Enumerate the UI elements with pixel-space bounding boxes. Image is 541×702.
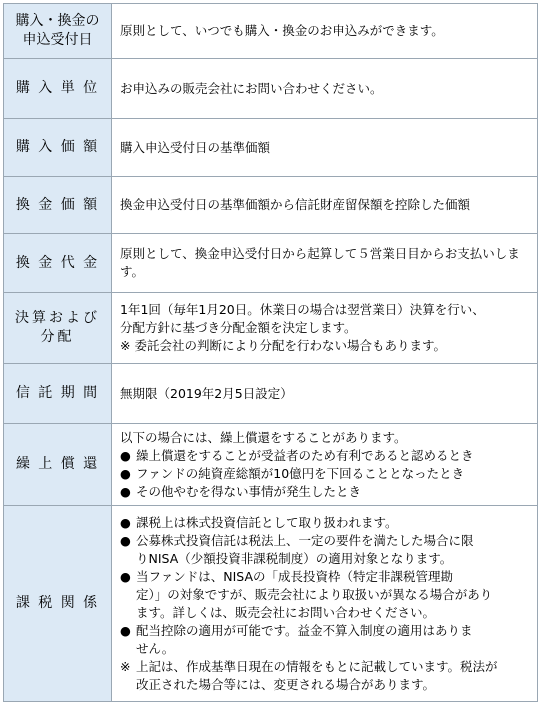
row-content-line: 換金申込受付日の基準価額から信託財産留保額を控除した価額: [120, 197, 471, 212]
row-label-line: 決算および: [15, 310, 100, 326]
row-early-redemption: [4, 424, 538, 506]
row-label-line: 購入・換金の: [15, 13, 100, 29]
list-item: [120, 483, 531, 501]
row-settlement-distribution: [4, 293, 538, 364]
row-content: [112, 59, 538, 119]
bullet-mark: ●: [120, 483, 131, 499]
row-label-line: 分配: [40, 329, 75, 345]
list-item-text: [136, 568, 531, 622]
row-content-line: 分配方針に基づき分配金額を決定します。: [120, 320, 357, 335]
list-item-text: 繰上償還をすることが受益者のため有利であると認めるとき: [136, 447, 474, 463]
note-text: [136, 658, 531, 694]
row-label: 信 託 期 間: [4, 364, 112, 424]
list-item-line: 配当控除の適用が可能です。益金不算入制度の適用はありま: [136, 622, 473, 638]
row-content-line: ※ 委託会社の判断により分配を行わない場合もあります。: [120, 338, 446, 353]
list-item-text: [136, 622, 531, 658]
list-item: [120, 465, 531, 483]
list-item-text: [136, 532, 531, 568]
list-item-line: せん。: [136, 640, 175, 656]
row-content: [112, 293, 538, 364]
list-item: [120, 532, 531, 568]
list-item-text: その他やむを得ない事情が発生したとき: [136, 483, 362, 499]
row-label: 購 入 価 額: [4, 119, 112, 177]
list-item-line: 公募株式投資信託は税法上、一定の要件を満たした場合に限: [136, 532, 474, 548]
note: [120, 658, 531, 694]
bullet-mark: ●: [120, 532, 131, 548]
bullet-mark: ●: [120, 465, 131, 481]
row-content: [112, 119, 538, 177]
row-application-date: [4, 4, 538, 59]
row-label: 購 入 単 位: [4, 59, 112, 119]
row-purchase-price: [4, 119, 538, 177]
list-item-line: 課税上は株式投資信託として取り扱われます。: [136, 514, 398, 530]
note-line: 上記は、作成基準日現在の情報をもとに記載しています。税法が: [136, 658, 498, 674]
list-item: [120, 514, 531, 532]
row-taxation: [4, 506, 538, 702]
bullet-mark: ●: [120, 514, 131, 530]
list-item-text: ファンドの純資産総額が10億円を下回ることとなったとき: [136, 465, 465, 481]
fund-terms-table: [3, 3, 538, 702]
row-label: [4, 293, 112, 364]
list-item: [120, 447, 531, 465]
list-item-line: ます。詳しくは、販売会社にお問い合わせください。: [136, 604, 436, 620]
bullet-mark: ●: [120, 568, 131, 584]
list-item: [120, 622, 531, 658]
row-redemption-proceeds: [4, 234, 538, 293]
list-item-text: [136, 514, 531, 532]
row-content: [112, 424, 538, 506]
row-label-line: 申込受付日: [22, 32, 93, 48]
row-content: [112, 234, 538, 293]
row-content-line: 原則として、いつでも購入・換金のお申込みができます。: [120, 23, 444, 38]
row-label: 繰 上 償 還: [4, 424, 112, 506]
bullet-mark: ●: [120, 447, 131, 463]
row-content-line: 購入申込受付日の基準価額: [120, 139, 271, 155]
row-content-intro: 以下の場合には、繰上償還をすることがあります。: [120, 429, 407, 445]
row-label: 換 金 価 額: [4, 177, 112, 234]
row-content-line: 原則として、換金申込受付日から起算して５営業日目からお支払いします。: [120, 246, 520, 279]
row-trust-period: [4, 364, 538, 424]
note-line: 改正された場合等には、変更される場合があります。: [136, 676, 436, 692]
row-label: 換 金 代 金: [4, 234, 112, 293]
row-content: [112, 506, 538, 702]
list-item-line: りNISA（少額投資非課税制度）の適用対象となります。: [136, 550, 453, 566]
list-item: [120, 568, 531, 622]
row-content: [112, 177, 538, 234]
row-content-line: 1年1回（毎年1月20日。休業日の場合は翌営業日）決算を行い、: [120, 302, 485, 317]
row-label: [4, 4, 112, 59]
bullet-mark: ●: [120, 622, 131, 638]
list-item-line: 定）」の対象ですが、販売会社により取扱いが異なる場合があり: [136, 586, 493, 602]
row-content-line: お申込みの販売会社にお問い合わせください。: [120, 80, 383, 96]
row-redemption-price: [4, 177, 538, 234]
row-content-line: 無期限（2019年2月5日設定）: [120, 385, 293, 401]
note-mark: ※: [120, 658, 131, 674]
list-item-line: 当ファンドは、NISAの「成長投資枠（特定非課税管理勘: [136, 568, 454, 584]
row-content: [112, 364, 538, 424]
row-content: [112, 4, 538, 59]
row-purchase-unit: [4, 59, 538, 119]
row-label: 課 税 関 係: [4, 506, 112, 702]
